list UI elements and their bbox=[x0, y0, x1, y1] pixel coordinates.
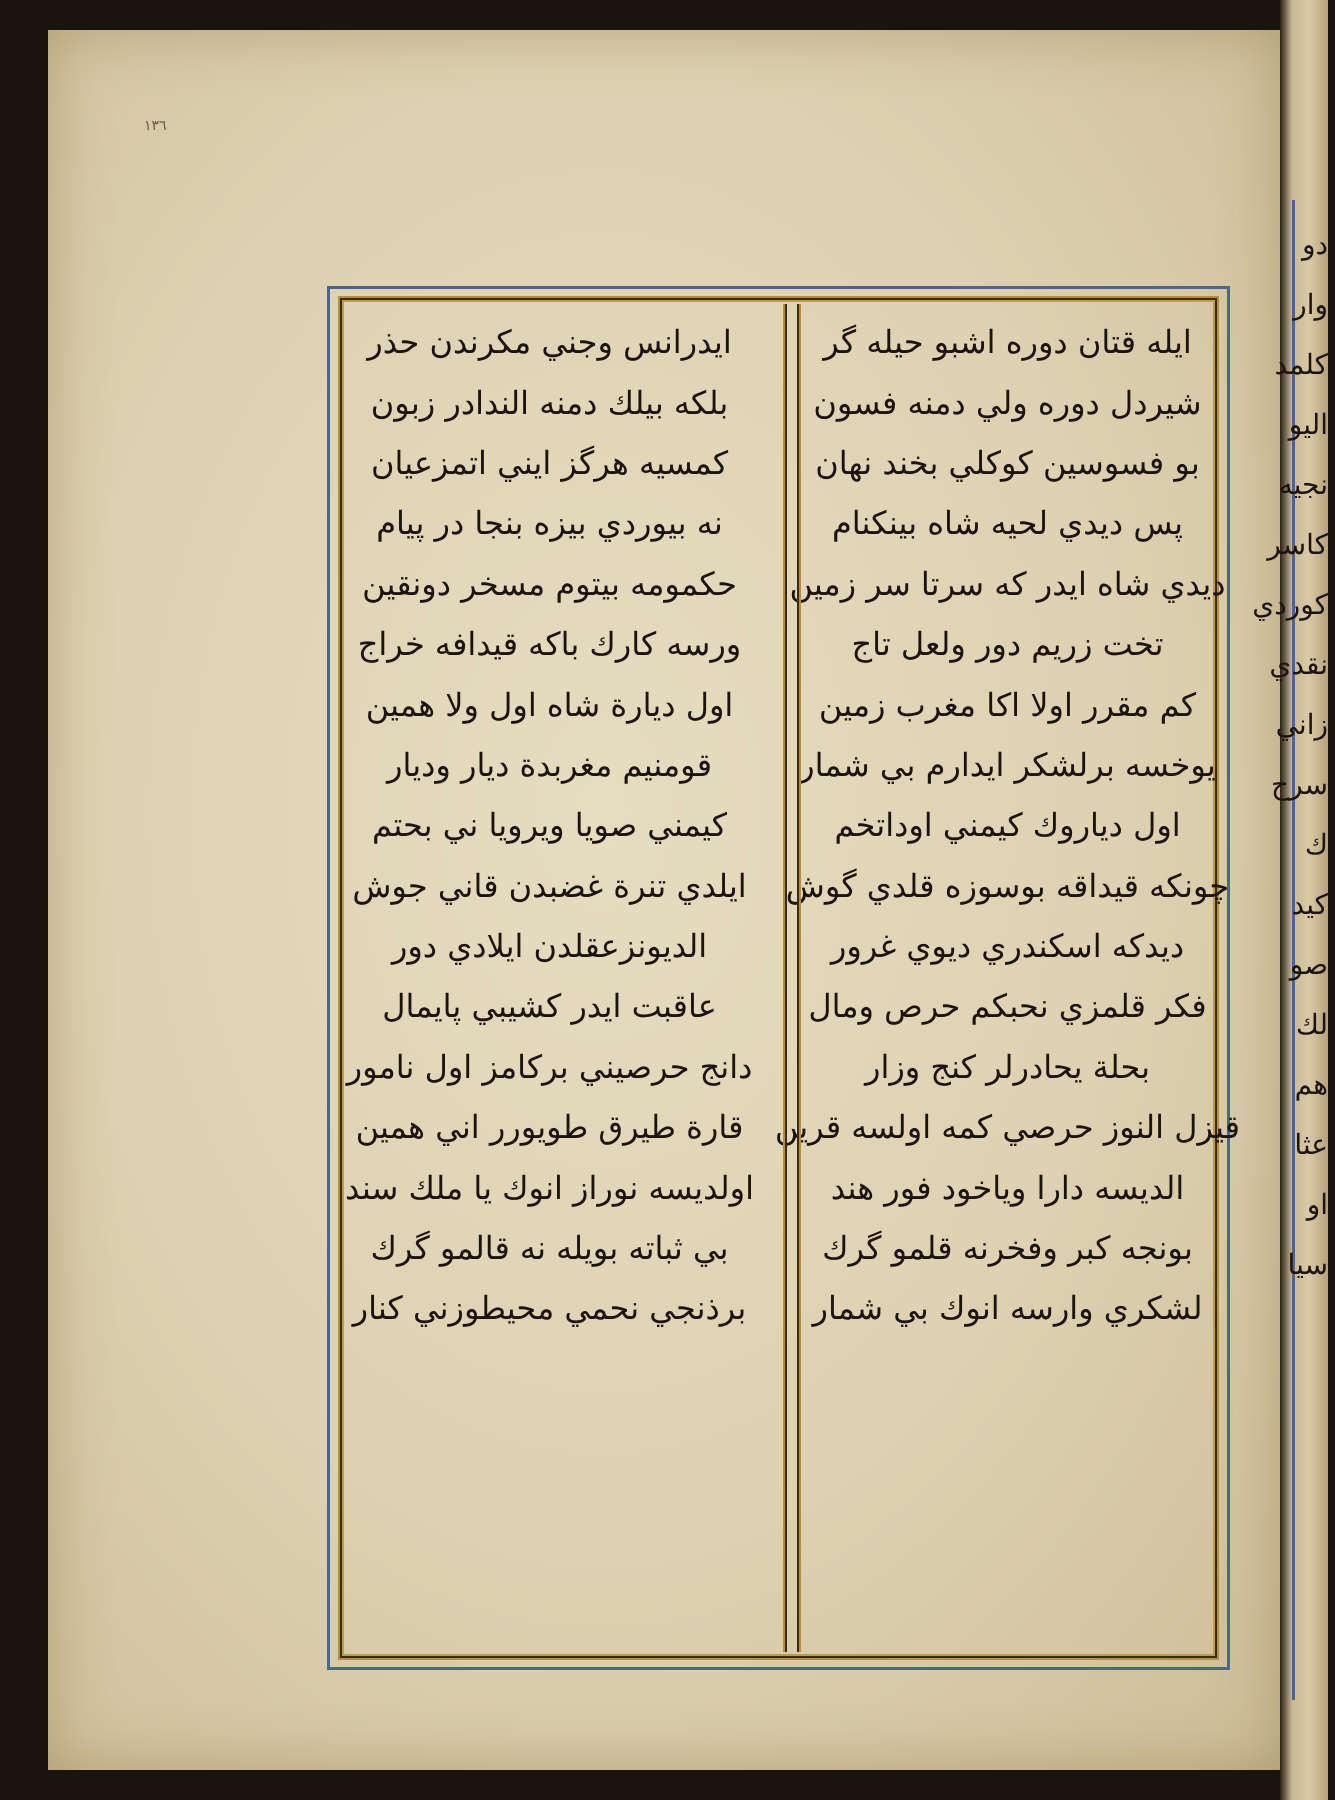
verse-line: قارة طيرق طويورر اني همين bbox=[355, 1108, 744, 1147]
adjacent-page-text bbox=[1252, 215, 1328, 1295]
adjacent-fragment: كيد bbox=[1291, 888, 1328, 921]
adjacent-fragment: ك bbox=[1304, 828, 1328, 861]
verse-line: بلكه بيلك دمنه الندادر زبون bbox=[370, 383, 729, 422]
verse-line: الديسه دارا وياخود فور هند bbox=[830, 1168, 1185, 1207]
adjacent-fragment: كوردي bbox=[1252, 588, 1328, 621]
left-text-column bbox=[345, 312, 754, 1644]
verse-line: پس ديدي لحيه شاه بينكنام bbox=[831, 504, 1184, 543]
gold-ruling bbox=[338, 296, 1241, 1660]
adjacent-fragment: لك bbox=[1295, 1008, 1328, 1041]
folio-number: ١٣٦ bbox=[144, 118, 167, 134]
verse-line: ديدكه اسكندري ديوي غرور bbox=[830, 927, 1185, 966]
verse-line: ورسه كارك باكه قيدافه خراج bbox=[357, 625, 742, 664]
adjacent-fragment: زاني bbox=[1275, 708, 1328, 741]
adjacent-page-edge bbox=[1252, 0, 1328, 1800]
verse-line: كم مقرر اولا اكا مغرب زمين bbox=[818, 685, 1197, 724]
adjacent-fragment: سرح bbox=[1271, 768, 1328, 801]
verse-line: ايدرانس وجني مكرندن حذر bbox=[367, 323, 732, 362]
column-divider bbox=[783, 304, 801, 1652]
adjacent-fragment: كلمد bbox=[1274, 348, 1328, 381]
adjacent-fragment: سيا bbox=[1287, 1248, 1328, 1281]
adjacent-fragment: كاسر bbox=[1267, 528, 1328, 561]
adjacent-fragment: دو bbox=[1302, 228, 1328, 261]
verse-line: تخت زريم دور ولعل تاج bbox=[851, 625, 1164, 664]
verse-line: قومنيم مغربدة ديار وديار bbox=[387, 745, 712, 784]
verse-line: بي ثباته بويله نه قالمو گرك bbox=[370, 1229, 729, 1268]
verse-line: لشكري وارسه انوك بي شمار bbox=[812, 1289, 1203, 1328]
verse-line: اولديسه نوراز انوك يا ملك سند bbox=[345, 1168, 754, 1207]
verse-line: يوخسه برلشكر ايدارم بي شمار bbox=[799, 745, 1216, 784]
verse-line: كيمني صويا ويرويا ني بحتم bbox=[372, 806, 727, 845]
verse-line: ايلدي تنرة غضبدن قاني جوش bbox=[352, 866, 747, 905]
verse-line: عاقبت ايدر كشيبي پايمال bbox=[382, 987, 717, 1026]
manuscript-page bbox=[48, 30, 1280, 1770]
verse-line: دانج حرصيني بركامز اول نامور bbox=[346, 1047, 753, 1086]
verse-line: قيزل النوز حرصي كمه اولسه قرين bbox=[774, 1108, 1241, 1147]
verse-line: الديونزعقلدن ايلادي دور bbox=[391, 927, 708, 966]
verse-line: ديدي شاه ايدر كه سرتا سر زمين bbox=[789, 564, 1226, 603]
verse-line: فكر قلمزي نحبكم حرص ومال bbox=[808, 987, 1207, 1026]
verse-line: اول دياروك كيمني اوداتخم bbox=[834, 806, 1181, 845]
adjacent-fragment: اليو bbox=[1288, 408, 1328, 441]
verse-line: بو فسوسين كوكلي بخند نهان bbox=[815, 443, 1200, 482]
adjacent-fragment: هم bbox=[1294, 1068, 1328, 1101]
verse-line: نه بيوردي بيزه بنجا در پيام bbox=[376, 504, 723, 543]
adjacent-fragment: او bbox=[1306, 1188, 1328, 1221]
text-frame bbox=[327, 286, 1241, 1670]
adjacent-fragment: عثا bbox=[1294, 1128, 1328, 1161]
verse-line: ايله قتان دوره اشبو حيله گر bbox=[823, 323, 1192, 362]
adjacent-fragment: وار bbox=[1293, 288, 1328, 321]
verse-line: اول ديارة شاه اول ولا همين bbox=[365, 685, 734, 724]
verse-line: بونجه كبر وفخرنه قلمو گرك bbox=[822, 1229, 1193, 1268]
right-text-column bbox=[774, 312, 1241, 1644]
verse-line: شيردل دوره ولي دمنه فسون bbox=[813, 383, 1202, 422]
adjacent-fragment: نجيه bbox=[1278, 468, 1328, 501]
verse-line: كمسيه هرگز ايني اتمزعيان bbox=[370, 443, 729, 482]
verse-line: برذنجي نحمي محيطوزني كنار bbox=[352, 1289, 747, 1328]
verse-line: چونكه قيداقه بوسوزه قلدي گوش bbox=[785, 866, 1230, 905]
adjacent-fragment: صو bbox=[1289, 948, 1328, 981]
verse-line: حكمومه بيتوم مسخر دونقين bbox=[362, 564, 737, 603]
verse-line: بحلة يحادرلر كنج وزار bbox=[864, 1047, 1151, 1086]
adjacent-fragment: نقدي bbox=[1269, 648, 1328, 681]
